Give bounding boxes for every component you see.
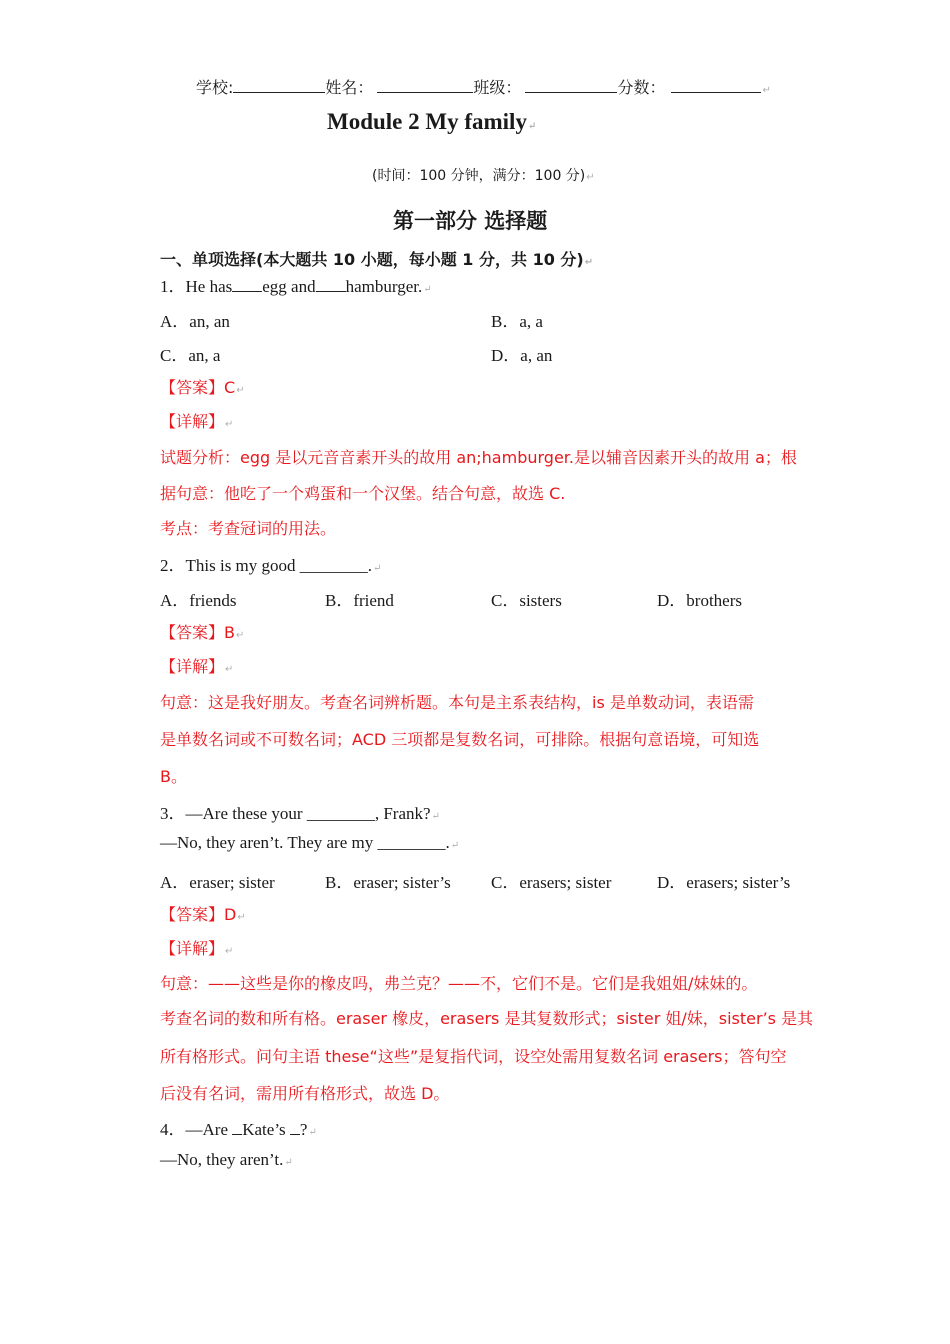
class-blank[interactable] (525, 91, 617, 93)
q1-explain-label: 【详解】↵ (160, 412, 234, 431)
question-4-stem: 4．—Are Kate’s ?↵ (160, 1120, 317, 1139)
question-3-stem: 3．—Are these your ________, Frank?↵ (160, 804, 440, 823)
q1-explain-line: 考点：考查冠词的用法。 (160, 519, 337, 538)
school-label: 学校: (196, 78, 234, 97)
student-info-header: 学校: 姓名： 班级： 分数： ↵ (196, 78, 771, 97)
q1-option-b[interactable]: B．a, a (491, 312, 543, 331)
q3-option-b[interactable]: B．eraser; sister’s (325, 873, 451, 892)
q3-option-d[interactable]: D．erasers; sister’s (657, 873, 791, 892)
q2-option-c[interactable]: C．sisters (491, 591, 562, 610)
q1-answer: 【答案】C↵ (160, 378, 245, 397)
question-4-reply: —No, they aren’t.↵ (160, 1150, 293, 1169)
page-title: Module 2 My family↵ (327, 109, 537, 134)
question-1-stem: 1．He has egg and hamburger.↵ (160, 277, 432, 296)
section-title: 一、单项选择(本大题共 10 小题，每小题 1 分，共 10 分)↵ (160, 250, 594, 269)
name-label: 姓名： (325, 78, 374, 97)
name-blank[interactable] (377, 91, 473, 93)
q2-explain-line: 句意：这是我好朋友。考查名词辨析题。本句是主系表结构，is 是单数动词，表语需 (160, 693, 754, 712)
score-label: 分数： (617, 78, 666, 97)
part-title: 第一部分 选择题 (393, 209, 548, 233)
q2-answer: 【答案】B↵ (160, 623, 245, 642)
q4-blank-2[interactable] (290, 1133, 300, 1135)
q3-option-a[interactable]: A．eraser; sister (160, 873, 275, 892)
question-2-stem: 2．This is my good ________.↵ (160, 556, 382, 575)
time-info: (时间：100 分钟，满分：100 分)↵ (372, 168, 595, 184)
q1-option-a[interactable]: A．an, an (160, 312, 230, 331)
q1-option-d[interactable]: D．a, an (491, 346, 553, 365)
q1-blank-1[interactable] (232, 290, 262, 292)
q2-option-d[interactable]: D．brothers (657, 591, 742, 610)
class-label: 班级： (473, 78, 522, 97)
q3-explain-line: 后没有名词，需用所有格形式，故选 D。 (160, 1084, 450, 1103)
q3-option-c[interactable]: C．erasers; sister (491, 873, 612, 892)
q2-explain-line: B。 (160, 767, 187, 786)
school-blank[interactable] (233, 91, 325, 93)
q3-explain-label: 【详解】↵ (160, 939, 234, 958)
q3-explain-line: 句意：——这些是你的橡皮吗，弗兰克？——不，它们不是。它们是我姐姐/妹妹的。 (160, 974, 758, 993)
q2-option-b[interactable]: B．friend (325, 591, 394, 610)
q3-explain-line: 考查名词的数和所有格。eraser 橡皮，erasers 是其复数形式；sister 姐/妹，sister’s 是其 (160, 1009, 814, 1028)
q4-blank-1[interactable] (232, 1133, 242, 1135)
score-blank[interactable] (671, 91, 761, 93)
q3-answer: 【答案】D↵ (160, 905, 246, 924)
q2-explain-label: 【详解】↵ (160, 657, 234, 676)
q2-option-a[interactable]: A．friends (160, 591, 237, 610)
question-3-reply: —No, they aren’t. They are my ________.↵ (160, 833, 460, 852)
q1-blank-2[interactable] (316, 290, 346, 292)
q2-explain-line: 是单数名词或不可数名词；ACD 三项都是复数名词，可排除。根据句意语境，可知选 (160, 730, 760, 749)
q1-explain-line: 据句意：他吃了一个鸡蛋和一个汉堡。结合句意，故选 C. (160, 484, 566, 503)
q1-option-c[interactable]: C．an, a (160, 346, 221, 365)
q1-explain-line: 试题分析：egg 是以元音音素开头的故用 an;hamburger.是以辅音因素开头的故用 a；根 (160, 448, 797, 467)
q3-explain-line: 所有格形式。问句主语 these“这些”是复指代词，设空处需用复数名词 erasers；答句空 (160, 1047, 787, 1066)
